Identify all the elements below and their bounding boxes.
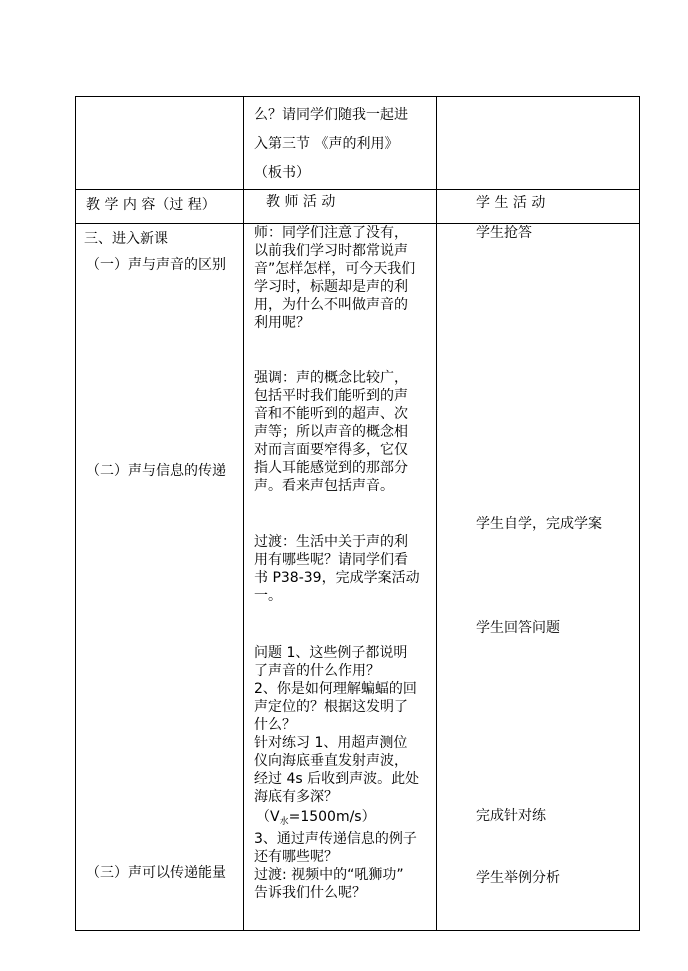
student-activity: 学生抢答	[476, 225, 532, 241]
top-teacher-line: 么？请同学们随我一起进	[254, 107, 408, 123]
water-speed-formula: $(V_水=1500m/s)$	[256, 809, 376, 827]
row-divider	[76, 189, 639, 190]
student-activity: 完成针对练	[476, 808, 546, 824]
subsection-title: （三）声可以传递能量	[86, 865, 226, 881]
header-teacher-activity: 教 师 活 动	[266, 194, 336, 210]
column-divider	[243, 97, 244, 930]
lesson-plan-table: 么？请同学们随我一起进 入第三节 《声的利用》 （板书） 教 学 内 容（过 程） 教 师 活 动 学 生 活 动 三、进入新课 （一）声与声音的区别 （二）声与信息的传递 （三）声可以传递能量 师：同学们注意了没有， 以前我们学习时都常说声 音”怎样怎样，可今天我们 学习时，标题却是声的利 用，为什么不叫做声音的 利用呢？ 强调：声的概念比较广， 包括平时我们能听到的声 音和不能听到的超声、次 声等；所以声音的概念相 对而言面要窄得多，它仅 指人耳能感觉到的那部分 声。看来声包括声音。 过渡：生活中关于声的利 用有哪些呢？请同学们看 书 P38-39，完成学案活动 一。 问题 1、这些例子都说明 了声音的什么作用？ 2、你是如何理解蝙蝠的回 声定位的？根据这发明了 什么？ 针对练习 1、用超声测位 仪向海底垂直发射声波， 经过 4s 后收到声波。此处 海底有多深？ $(V_水=1500m/s)$ 3、通过声传递信息的例子 还有哪些呢？ 过渡: 视频中的“吼狮功” 告诉我们什么呢？ 学生抢答 学生自学，完成学案 学生回答问题 完成针对练 学生举例分析	[75, 96, 640, 931]
header-content-process: 教 学 内 容（过 程）	[86, 197, 216, 213]
header-student-activity: 学 生 活 动	[476, 195, 546, 211]
subsection-title: （二）声与信息的传递	[86, 463, 226, 479]
student-activity: 学生回答问题	[476, 620, 560, 636]
top-teacher-line: （板书）	[254, 165, 310, 181]
student-activity: 学生自学，完成学案	[476, 516, 602, 532]
student-activity: 学生举例分析	[476, 870, 560, 886]
subsection-title: （一）声与声音的区别	[86, 257, 226, 273]
top-teacher-line: 入第三节 《声的利用》	[254, 136, 399, 152]
column-divider	[436, 97, 437, 930]
section-title: 三、进入新课	[84, 231, 168, 247]
